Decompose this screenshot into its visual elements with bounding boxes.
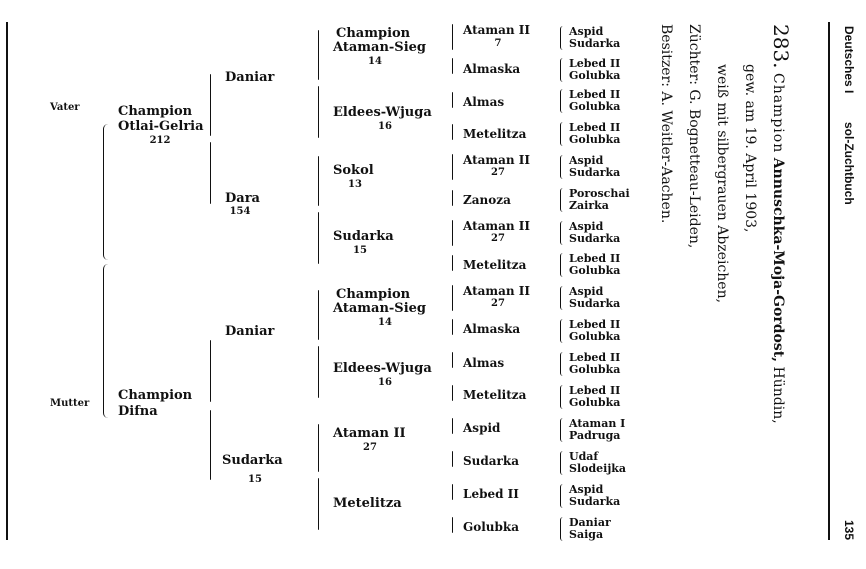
gen4-bracket-3 bbox=[452, 92, 453, 108]
gen4-12: Metelitza bbox=[463, 388, 527, 402]
grandparent-3: Daniar bbox=[225, 324, 275, 339]
gen5-pair-11: Lebed II Golubka bbox=[560, 352, 620, 376]
gen4-bracket-4 bbox=[452, 124, 453, 140]
gen4-bracket-8 bbox=[452, 255, 453, 271]
grandparent-2-number: 154 bbox=[229, 206, 251, 217]
gen4-5: Ataman II bbox=[463, 153, 531, 167]
mutter-title: Champion bbox=[118, 388, 193, 403]
gen4-3: Almas bbox=[463, 95, 505, 109]
gen5-pair-16: Daniar Saiga bbox=[560, 517, 611, 541]
ggp-5-title: Champion bbox=[336, 287, 411, 302]
gen5-pair-2: Lebed II Golubka bbox=[560, 58, 620, 82]
gen5-pair-13: Ataman I Padruga bbox=[560, 418, 625, 442]
entry-line-5: Besitzer: A. Weitler-Aachen. bbox=[658, 24, 674, 224]
gen3-bracket-7 bbox=[318, 424, 319, 472]
mutter-label: Mutter bbox=[50, 398, 90, 409]
vater-label: Vater bbox=[50, 102, 80, 113]
gen5-pair-14: Udaf Slodeijka bbox=[560, 451, 626, 475]
ggp-7-number: 27 bbox=[363, 442, 377, 453]
gen4-1-number: 7 bbox=[494, 38, 502, 49]
gen4-8: Metelitza bbox=[463, 258, 527, 272]
gen4-7: Ataman II bbox=[463, 219, 531, 233]
gen3-bracket-5 bbox=[318, 290, 319, 340]
grandparent-4-number: 15 bbox=[248, 474, 262, 485]
gen4-2: Almaska bbox=[463, 62, 521, 76]
entry-line-1: 283. Champion Annuschka-Moja-Gordost, Hündin, bbox=[769, 24, 793, 424]
gen4-4: Metelitza bbox=[463, 127, 527, 141]
entry-line-4: Züchter: G. Bognetteau-Leiden, bbox=[686, 24, 702, 249]
gen3-bracket-1 bbox=[318, 30, 319, 80]
gen3-bracket-3 bbox=[318, 156, 319, 206]
gen4-bracket-10 bbox=[452, 319, 453, 335]
vater-number: 212 bbox=[149, 135, 171, 146]
header-rule bbox=[828, 22, 830, 540]
gen4-9: Ataman II bbox=[463, 284, 531, 298]
gen4-bracket-12 bbox=[452, 385, 453, 401]
gen5-pair-8: Lebed II Golubka bbox=[560, 253, 620, 277]
vater-name: Otlai-Gelria bbox=[118, 119, 204, 134]
ggp-5: Ataman-Sieg bbox=[333, 301, 426, 316]
gen4-1: Ataman II bbox=[463, 23, 531, 37]
ggp-1-title: Champion bbox=[336, 26, 411, 41]
gen5-pair-10: Lebed II Golubka bbox=[560, 319, 620, 343]
gen2-bracket-3 bbox=[210, 340, 211, 402]
gen4-bracket-15 bbox=[452, 484, 453, 500]
ggp-1-number: 14 bbox=[368, 56, 382, 67]
gen4-6: Zanoza bbox=[463, 193, 511, 207]
grandparent-2: Dara bbox=[225, 191, 260, 206]
ggp-4-number: 15 bbox=[353, 245, 367, 256]
gen4-bracket-7 bbox=[452, 220, 453, 246]
ggp-2: Eldees-Wjuga bbox=[333, 105, 432, 120]
entry-name: Annuschka-Moja-Gordost, bbox=[770, 157, 786, 363]
gen5-pair-1: Aspid Sudarka bbox=[560, 26, 620, 50]
gen5-pair-15: Aspid Sudarka bbox=[560, 484, 620, 508]
gen4-bracket-11 bbox=[452, 352, 453, 368]
gen4-13: Aspid bbox=[463, 421, 501, 435]
gen4-bracket-13 bbox=[452, 418, 453, 434]
gen4-14: Sudarka bbox=[463, 454, 519, 468]
ggp-3: Sokol bbox=[333, 163, 374, 178]
gen4-9-number: 27 bbox=[491, 298, 505, 309]
ggp-7: Ataman II bbox=[333, 426, 406, 441]
gen3-bracket-6 bbox=[318, 346, 319, 398]
gen4-bracket-6 bbox=[452, 190, 453, 206]
gen4-bracket-16 bbox=[452, 517, 453, 533]
gen5-pair-9: Aspid Sudarka bbox=[560, 286, 620, 310]
gen4-5-number: 27 bbox=[491, 167, 505, 178]
ggp-1: Ataman-Sieg bbox=[333, 40, 426, 55]
gen4-11: Almas bbox=[463, 356, 505, 370]
gen4-16: Golubka bbox=[463, 520, 520, 534]
grandparent-1: Daniar bbox=[225, 70, 275, 85]
ggp-6: Eldees-Wjuga bbox=[333, 361, 432, 376]
running-head-right: sol-Zuchtbuch bbox=[842, 122, 856, 205]
gen5-pair-7: Aspid Sudarka bbox=[560, 221, 620, 245]
entry-number: 283. bbox=[769, 24, 793, 69]
gen1-bracket-bottom bbox=[103, 264, 110, 418]
ggp-3-number: 13 bbox=[348, 179, 362, 190]
gen5-pair-12: Lebed II Golubka bbox=[560, 385, 620, 409]
ggp-8: Metelitza bbox=[333, 496, 402, 511]
gen4-15: Lebed II bbox=[463, 487, 519, 501]
vater-title: Champion bbox=[118, 104, 193, 119]
gen5-pair-6: Poroschai Zairka bbox=[560, 188, 630, 212]
page-number: 135 bbox=[842, 520, 856, 541]
gen3-bracket-2 bbox=[318, 86, 319, 138]
gen3-bracket-4 bbox=[318, 212, 319, 264]
gen1-bracket-top bbox=[103, 124, 110, 260]
mutter-name: Difna bbox=[118, 404, 158, 419]
gen4-7-number: 27 bbox=[491, 233, 505, 244]
ggp-2-number: 16 bbox=[378, 121, 392, 132]
ggp-6-number: 16 bbox=[378, 377, 392, 388]
ggp-5-number: 14 bbox=[378, 317, 392, 328]
entry-line-2: gew. am 19. April 1903, bbox=[742, 64, 758, 233]
entry-line-3: weiß mit silbergrauen Abzeichen, bbox=[714, 64, 730, 304]
gen4-bracket-9 bbox=[452, 285, 453, 311]
ggp-4: Sudarka bbox=[333, 229, 394, 244]
grandparent-4: Sudarka bbox=[222, 453, 283, 468]
gen4-10: Almaska bbox=[463, 322, 521, 336]
gen4-bracket-14 bbox=[452, 451, 453, 467]
running-head-left: Deutsches I bbox=[842, 26, 856, 94]
gen4-bracket-5 bbox=[452, 154, 453, 180]
gen5-pair-4: Lebed II Golubka bbox=[560, 122, 620, 146]
gen4-bracket-2 bbox=[452, 58, 453, 74]
entry-header bbox=[652, 24, 795, 424]
gen2-bracket-2 bbox=[210, 142, 211, 204]
gen5-pair-5: Aspid Sudarka bbox=[560, 155, 620, 179]
gen5-pair-3: Lebed II Golubka bbox=[560, 89, 620, 113]
gen3-bracket-8 bbox=[318, 478, 319, 530]
gen2-bracket-4 bbox=[210, 410, 211, 480]
left-margin-rule bbox=[6, 22, 8, 540]
gen2-bracket-1 bbox=[210, 74, 211, 136]
gen4-bracket-1 bbox=[452, 24, 453, 50]
